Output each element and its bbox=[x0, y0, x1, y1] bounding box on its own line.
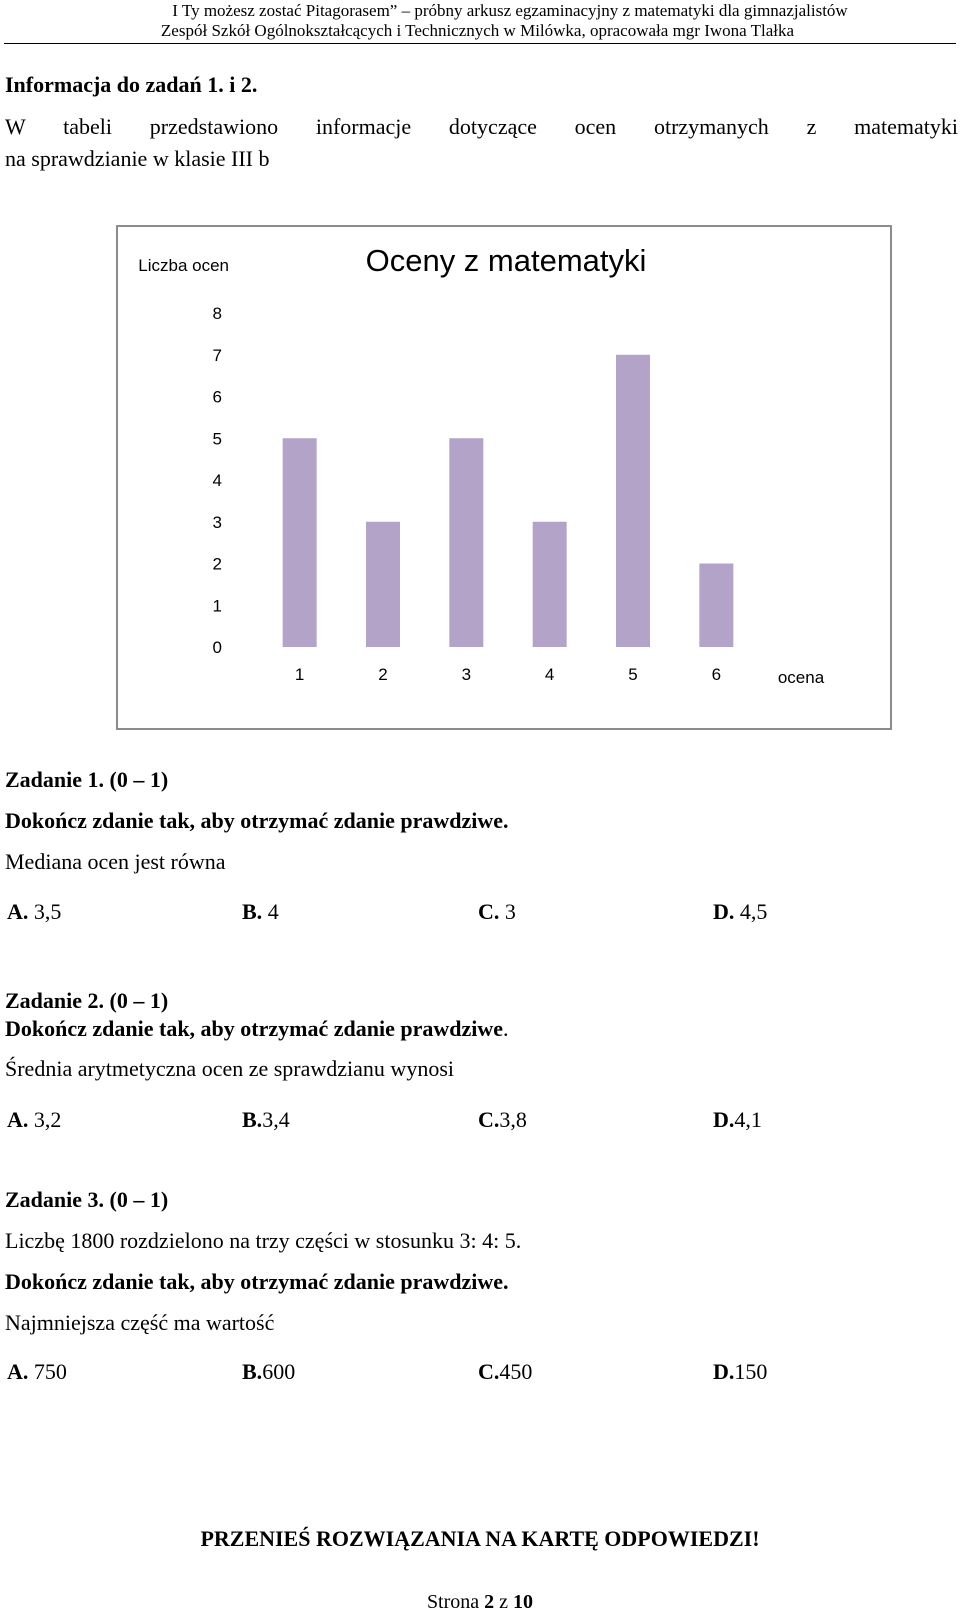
option-letter: C. bbox=[478, 1107, 500, 1132]
y-tick-label: 4 bbox=[212, 471, 222, 490]
task-3-option-d[interactable] bbox=[713, 1359, 767, 1385]
bar-chart bbox=[118, 227, 890, 728]
bar-grade-5 bbox=[616, 355, 650, 647]
task-2-option-d[interactable] bbox=[713, 1107, 762, 1133]
y-tick-label: 8 bbox=[212, 304, 222, 323]
page-current: 2 bbox=[484, 1591, 495, 1613]
task-1-option-a[interactable] bbox=[7, 899, 61, 925]
bar-grade-3 bbox=[449, 438, 483, 647]
bar-grade-6 bbox=[699, 564, 733, 648]
task-2-instruction-line bbox=[5, 1016, 509, 1042]
y-tick-label: 7 bbox=[212, 345, 222, 365]
info-title: Informacja do zadań 1. i 2. bbox=[5, 72, 258, 97]
task-3-option-b[interactable] bbox=[242, 1359, 295, 1385]
footer-notice: PRZENIEŚ ROZWIĄZANIA NA KARTĘ ODPOWIEDZI! bbox=[200, 1526, 760, 1551]
page-number bbox=[0, 1589, 960, 1615]
option-letter: B. bbox=[242, 1359, 263, 1384]
option-value: 4 bbox=[262, 899, 279, 924]
option-value: 3,5 bbox=[28, 899, 62, 924]
option-letter: D. bbox=[713, 1107, 735, 1132]
task-2-option-c[interactable] bbox=[478, 1107, 527, 1133]
task-2-option-b[interactable] bbox=[242, 1107, 290, 1133]
header-rule bbox=[4, 43, 956, 44]
task-2-title: Zadanie 2. (0 – 1) bbox=[5, 988, 169, 1013]
option-letter: A. bbox=[7, 1107, 29, 1132]
task-1-title: Zadanie 1. (0 – 1) bbox=[5, 767, 169, 792]
info-text-line-1: W tabeli przedstawiono informacje dotyczące ocen otrzymanych z matematyki bbox=[5, 114, 958, 139]
page-prefix: Strona bbox=[426, 1591, 485, 1613]
task-1-option-b[interactable] bbox=[242, 899, 279, 925]
x-tick-label: 2 bbox=[378, 665, 388, 684]
option-value: 4,5 bbox=[734, 899, 768, 924]
task-3-option-a[interactable] bbox=[7, 1359, 67, 1385]
y-tick-label: 5 bbox=[212, 429, 222, 449]
option-value: 600 bbox=[262, 1359, 296, 1384]
y-tick-label: 2 bbox=[212, 554, 222, 574]
chart-title: Oceny z matematyki bbox=[365, 243, 647, 278]
task-2-instruction: Dokończ zdanie tak, aby otrzymać zdanie prawdziwe bbox=[5, 1016, 504, 1041]
bar-grade-2 bbox=[366, 522, 400, 647]
option-letter: D. bbox=[713, 1359, 735, 1384]
option-letter: C. bbox=[478, 899, 500, 924]
task-1-prompt: Mediana ocen jest równa bbox=[5, 849, 226, 874]
option-value: 150 bbox=[734, 1359, 768, 1384]
task-3-statement: Liczbę 1800 rozdzielono na trzy części w stosunku 3: 4: 5. bbox=[5, 1228, 522, 1253]
y-tick-label: 3 bbox=[212, 512, 222, 532]
task-1-instruction: Dokończ zdanie tak, aby otrzymać zdanie prawdziwe. bbox=[5, 808, 509, 833]
task-1-option-d[interactable] bbox=[713, 899, 767, 925]
task-2-prompt: Średnia arytmetyczna ocen ze sprawdzianu wynosi bbox=[5, 1056, 454, 1081]
option-value: 4,1 bbox=[734, 1107, 762, 1132]
y-tick-label: 1 bbox=[212, 596, 222, 616]
x-tick-label: 3 bbox=[461, 665, 472, 684]
option-value: 450 bbox=[499, 1359, 533, 1384]
x-tick-label: 4 bbox=[544, 665, 555, 684]
option-letter: B. bbox=[242, 899, 263, 924]
y-tick-label: 6 bbox=[212, 387, 222, 407]
task-2-instruction-end: . bbox=[503, 1016, 509, 1041]
option-letter: B. bbox=[242, 1107, 263, 1132]
x-tick-label: 5 bbox=[628, 665, 638, 684]
chart-frame bbox=[116, 225, 892, 730]
option-letter: C. bbox=[478, 1359, 500, 1384]
option-value: 3,4 bbox=[262, 1107, 290, 1132]
x-axis-label: ocena bbox=[777, 668, 825, 687]
option-value: 3 bbox=[499, 899, 516, 924]
option-letter: A. bbox=[7, 899, 29, 924]
task-3-prompt: Najmniejsza część ma wartość bbox=[5, 1310, 275, 1335]
task-1-option-c[interactable] bbox=[478, 899, 516, 925]
task-3-option-c[interactable] bbox=[478, 1359, 532, 1385]
option-value: 3,8 bbox=[499, 1107, 527, 1132]
y-axis-label: Liczba ocen bbox=[138, 256, 229, 275]
info-text-line-2: na sprawdzianie w klasie III b bbox=[5, 146, 270, 171]
x-tick-label: 1 bbox=[294, 665, 305, 684]
task-3-instruction: Dokończ zdanie tak, aby otrzymać zdanie prawdziwe. bbox=[5, 1269, 509, 1294]
task-2-option-a[interactable] bbox=[7, 1107, 61, 1133]
page-sep: z bbox=[494, 1591, 514, 1613]
option-value: 3,2 bbox=[28, 1107, 62, 1132]
header-line-2: Zespół Szkół Ogólnokształcących i Technicznych w Milówka, opracowała mgr Iwona Tlałka bbox=[160, 21, 795, 40]
option-letter: D. bbox=[713, 899, 735, 924]
option-letter: A. bbox=[7, 1359, 29, 1384]
x-tick-label: 6 bbox=[711, 665, 722, 684]
bar-grade-1 bbox=[283, 438, 317, 647]
page-total: 10 bbox=[513, 1591, 534, 1613]
y-tick-label: 0 bbox=[212, 638, 222, 657]
header-line-1: I Ty możesz zostać Pitagorasem” – próbny arkusz egzaminacyjny z matematyki dla gimnazjalistów bbox=[172, 1, 848, 20]
bar-grade-4 bbox=[533, 522, 567, 647]
task-3-title: Zadanie 3. (0 – 1) bbox=[5, 1187, 169, 1212]
option-value: 750 bbox=[28, 1359, 67, 1384]
